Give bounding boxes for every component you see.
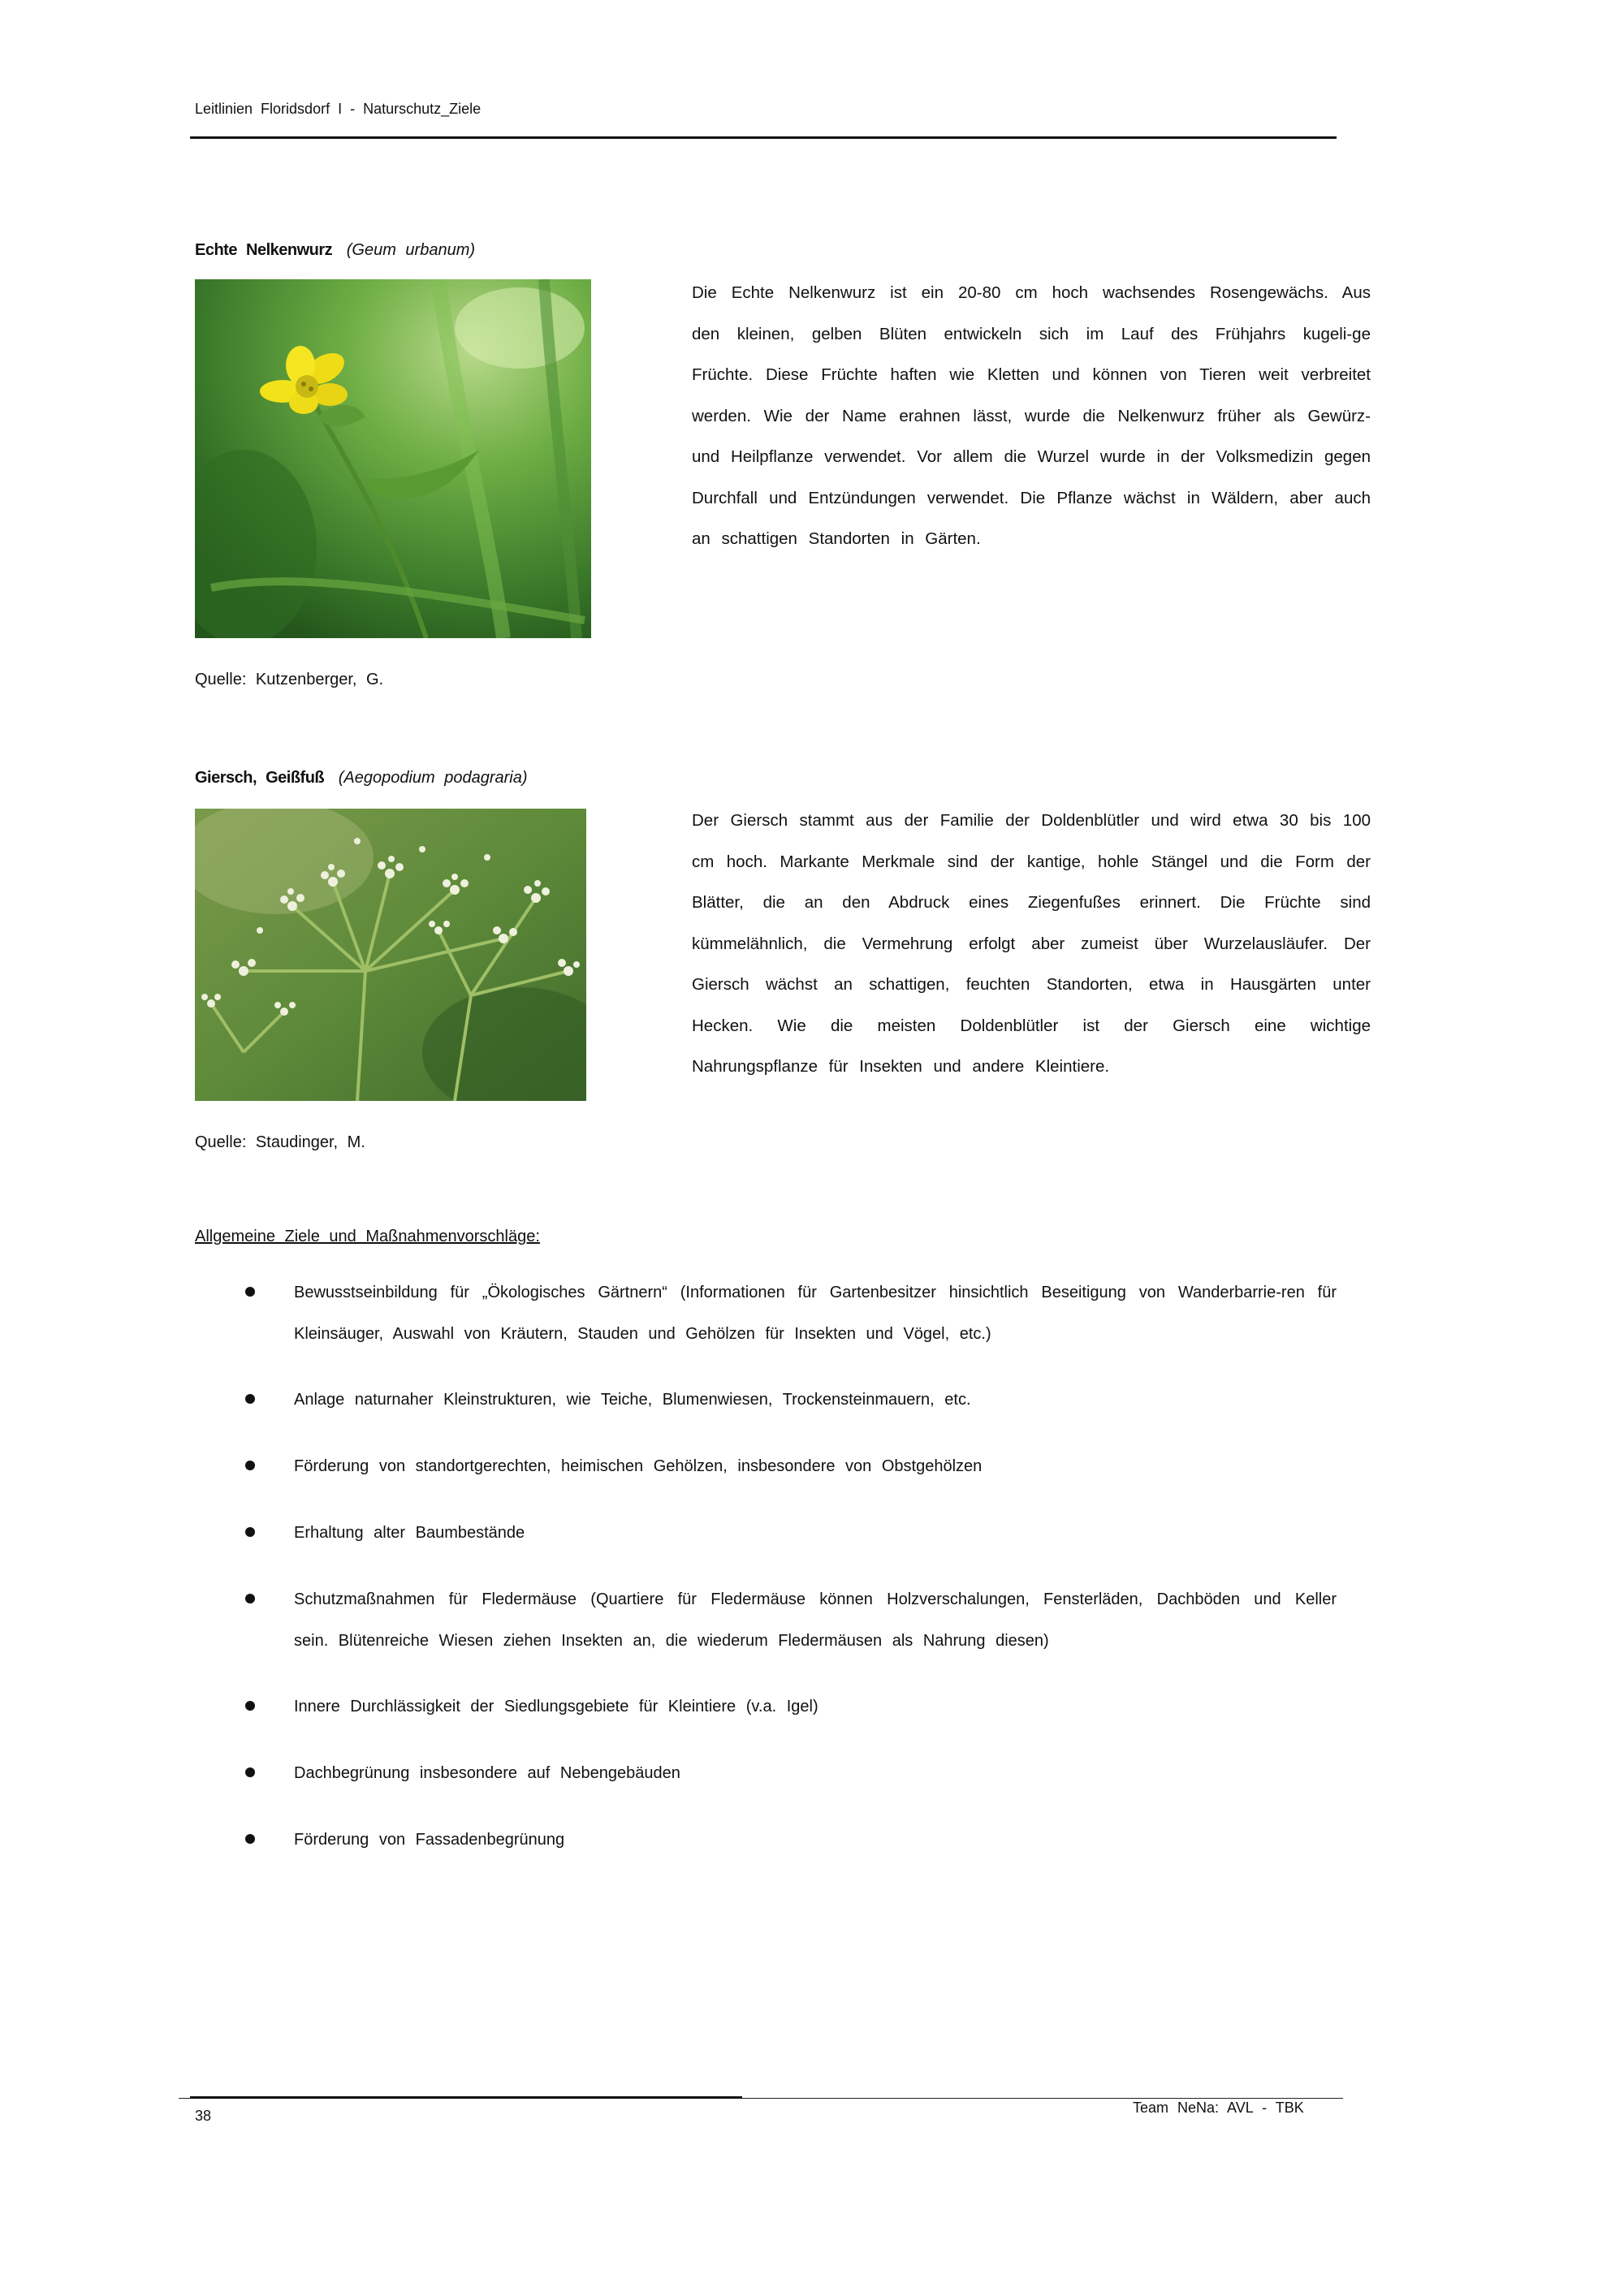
goal-item bbox=[245, 1753, 1337, 1794]
species-latin-name: (Geum urbanum) bbox=[346, 241, 476, 259]
species-latin-name: (Aegopodium podagraria) bbox=[338, 769, 528, 787]
bullet-icon bbox=[245, 1767, 255, 1777]
goal-text: Förderung von standortgerechten, heimischen Gehölzen, insbesondere von Obstgehölzen bbox=[294, 1457, 983, 1475]
photo-giersch bbox=[195, 809, 586, 1101]
source-nelkenwurz: Quelle: Kutzenberger, G. bbox=[195, 671, 384, 688]
goals-heading: Allgemeine Ziele und Maßnahmenvorschläge: bbox=[195, 1228, 540, 1245]
section-title-nelkenwurz bbox=[195, 241, 475, 260]
species-name: Echte Nelkenwurz bbox=[195, 241, 333, 259]
bullet-icon bbox=[245, 1594, 255, 1603]
bullet-icon bbox=[245, 1394, 255, 1404]
goal-text: Dachbegrünung insbesondere auf Nebengebäuden bbox=[294, 1764, 680, 1782]
goal-item bbox=[245, 1272, 1337, 1355]
goal-item bbox=[245, 1819, 1337, 1861]
photo-nelkenwurz bbox=[195, 279, 591, 638]
goal-item bbox=[245, 1446, 1337, 1487]
description-giersch: Der Giersch stammt aus der Familie der Doldenblütler und wird etwa 30 bis 100 cm hoch. Markante Merkmale sind der kantige, hohle Stängel und die Form der Blätter, die an den Abdruck eines Ziegenfußes erinnert. Die Früchte sind kümmelähnlich, die Vermehrung erfolgt aber zumeist über Wurzelausläufer. Der Giersch wächst an schattigen, feuchten Standorten, etwa in Hausgärten unter Hecken. Wie die meisten Doldenblütler ist der Giersch eine wichtige Nahrungspflanze für Insekten und andere Kleintiere. bbox=[692, 811, 1371, 1076]
running-header: Leitlinien Floridsdorf I - Naturschutz_Ziele bbox=[195, 101, 482, 117]
species-name: Giersch, Geißfuß bbox=[195, 769, 325, 787]
goal-text: Innere Durchlässigkeit der Siedlungsgebiete für Kleintiere (v.a. Igel) bbox=[294, 1698, 818, 1716]
section-title-giersch bbox=[195, 769, 528, 788]
goal-item bbox=[245, 1379, 1337, 1421]
footer-team: Team NeNa: AVL - TBK bbox=[1133, 2100, 1304, 2116]
bullet-icon bbox=[245, 1701, 255, 1711]
goal-text: Förderung von Fassadenbegrünung bbox=[294, 1831, 565, 1849]
header-divider bbox=[190, 136, 1337, 139]
goal-text: Anlage naturnaher Kleinstrukturen, wie Teiche, Blumenwiesen, Trockensteinmauern, etc. bbox=[294, 1391, 971, 1409]
goal-text: Erhaltung alter Baumbestände bbox=[294, 1524, 525, 1542]
footer-divider-accent bbox=[190, 2096, 742, 2099]
description-nelkenwurz: Die Echte Nelkenwurz ist ein 20-80 cm hoch wachsendes Rosengewächs. Aus den kleinen, gelben Blüten entwickeln sich im Lauf des Frühjahrs kugeli-ge Früchte. Diese Früchte haften wie Kletten und können von Tieren weit verbreitet werden. Wie der Name erahnen lässt, wurde die Nelkenwurz früher als Gewürz- und Heilpflanze verwendet. Vor allem die Wurzel wurde in der Volksmedizin gegen Durchfall und Entzündungen verwendet. Die Pflanze wächst in Wäldern, aber auch an schattigen Standorten in Gärten. bbox=[692, 283, 1371, 548]
goal-item bbox=[245, 1513, 1337, 1554]
bullet-icon bbox=[245, 1461, 255, 1470]
bullet-icon bbox=[245, 1834, 255, 1844]
goal-item bbox=[245, 1686, 1337, 1728]
bullet-icon bbox=[245, 1287, 255, 1297]
source-giersch: Quelle: Staudinger, M. bbox=[195, 1133, 365, 1151]
page-number: 38 bbox=[195, 2108, 212, 2124]
goal-item bbox=[245, 1579, 1337, 1662]
goal-text: Schutzmaßnahmen für Fledermäuse (Quartiere für Fledermäuse können Holzverschalungen, Fensterläden, Dachböden und Keller sein. Blütenreiche Wiesen ziehen Insekten an, die wiederum Fledermäusen als Nahrung diesen) bbox=[294, 1590, 1337, 1650]
bullet-icon bbox=[245, 1527, 255, 1537]
goal-text: Bewusstseinbildung für „Ökologisches Gärtnern“ (Informationen für Gartenbesitzer hinsichtlich Beseitigung von Wanderbarrie-ren für Kleinsäuger, Auswahl von Kräutern, Stauden und Gehölzen für Insekten und Vögel, etc.) bbox=[294, 1284, 1337, 1343]
